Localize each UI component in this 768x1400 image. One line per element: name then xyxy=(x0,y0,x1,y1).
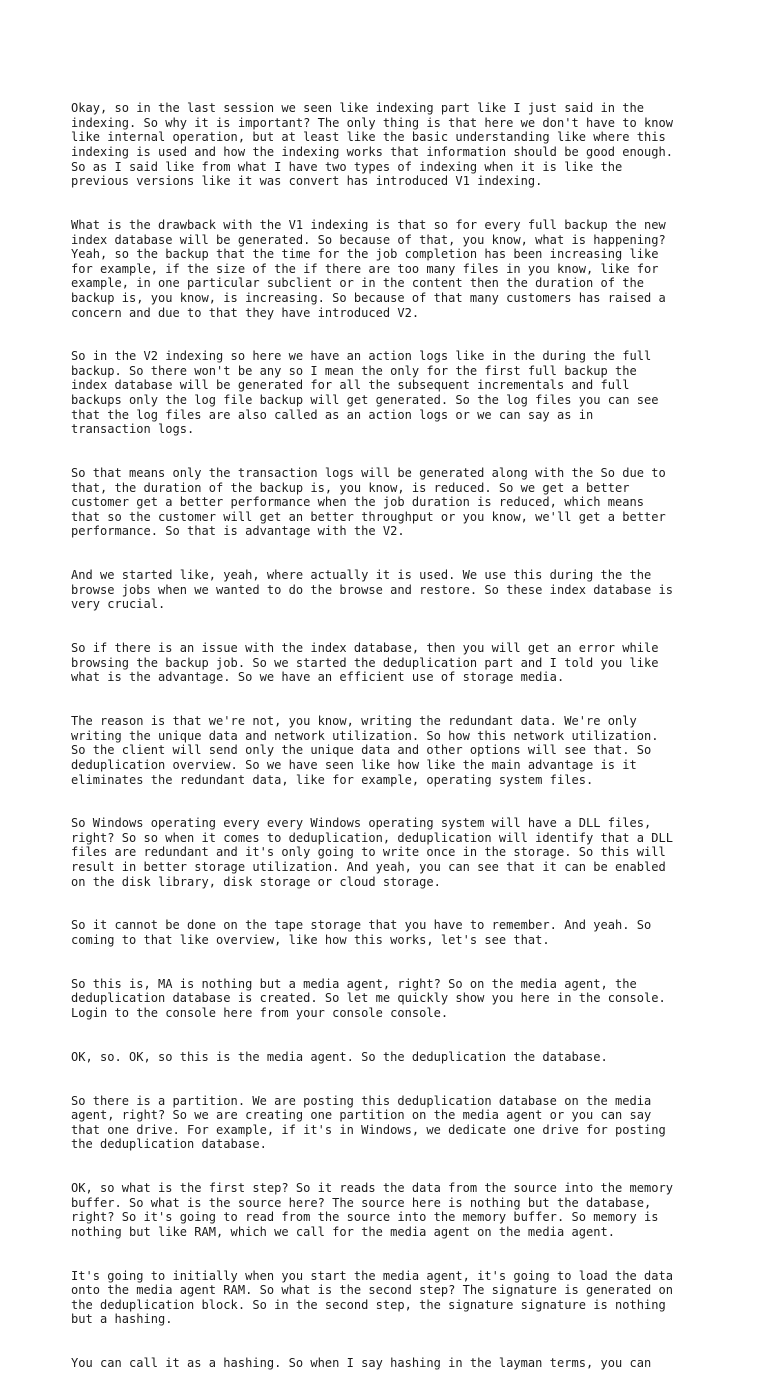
paragraph-10: So this is, MA is nothing but a media agent, right? So on the media agent, the deduplication database is created. So let me quickly show you here in the console. Login to the console here from your console console. xyxy=(71,976,666,1020)
paragraph-1: Okay, so in the last session we seen like indexing part like I just said in the indexing. So why it is important? The only thing is that here we don't have to know like internal operation, but at least like the basic understanding like where this indexing is used and how the indexing works that information should be good enough. So as I said like from what I have two types of indexing when it is like the previous versions like it was convert has introduced V1 indexing. xyxy=(71,101,673,189)
paragraph-5: And we started like, yeah, where actually it is used. We use this during the the browse jobs when we wanted to do the browse and restore. So these index database is very crucial. xyxy=(71,568,673,612)
transcript-body xyxy=(71,72,701,1400)
paragraph-8: So Windows operating every every Windows operating system will have a DLL files, right? So so when it comes to deduplication, deduplication will identify that a DLL files are redundant and it's only going to write once in the storage. So this will result in better storage utilization. And yeah, you can see that it can be enabled on the disk library, disk storage or cloud storage. xyxy=(71,816,673,889)
paragraph-6: So if there is an issue with the index database, then you will get an error while browsing the backup job. So we started the deduplication part and I told you like what is the advantage. So we have an efficient use of storage media. xyxy=(71,641,659,685)
paragraph-15: You can call it as a hashing. So when I say hashing in the layman terms, you can xyxy=(71,1356,652,1371)
paragraph-13: OK, so what is the first step? So it reads the data from the source into the memory buffer. So what is the source here? The source here is nothing but the database, right? So it's going to read from the source into the memory buffer. So memory is nothing but like RAM, which we call for the media agent on the media agent. xyxy=(71,1181,673,1239)
paragraph-4: So that means only the transaction logs will be generated along with the So due to that, the duration of the backup is, you know, is reduced. So we get a better customer get a better performance when the job duration is reduced, which means that so the customer will get an better throughput or you know, we'll get a better performance. So that is advantage with the V2. xyxy=(71,466,666,539)
paragraph-14: It's going to initially when you start the media agent, it's going to load the data onto the media agent RAM. So what is the second step? The signature is generated on the deduplication block. So in the second step, the signature signature is nothing but a hashing. xyxy=(71,1268,673,1327)
paragraph-3: So in the V2 indexing so here we have an action logs like in the during the full backup. So there won't be any so I mean the only for the first full backup the index database will be generated for all the subsequent incrementals and full backups only the log file backup will get generated. So the log files you can see that the log files are also called as an action logs or we can say as in transaction logs. xyxy=(71,349,659,437)
paragraph-12: So there is a partition. We are posting this deduplication database on the media agent, right? So we are creating one partition on the media agent or you can say that one drive. For example, if it's in Windows, we dedicate one drive for posting the deduplication database. xyxy=(71,1093,666,1152)
paragraph-9: So it cannot be done on the tape storage that you have to remember. And yeah. So coming to that like overview, like how this works, let's see that. xyxy=(71,918,652,948)
paragraph-7: The reason is that we're not, you know, writing the redundant data. We're only writing the unique data and network utilization. So how this network utilization. So the client will send only the unique data and other options will see that. So deduplication overview. So we have seen like how like the main advantage is it eliminates the redundant data, like for example, operating system files. xyxy=(71,714,659,787)
paragraph-11: OK, so. OK, so this is the media agent. So the deduplication the database. xyxy=(71,1049,608,1064)
paragraph-2: What is the drawback with the V1 indexing is that so for every full backup the new index database will be generated. So because of that, you know, what is happening? Yeah, so the backup that the time for the job completion has been increasing like for example, if the size of the if there are too many files in you know, like for example, in one particular subclient or in the content then the duration of the backup is, you know, is increasing. So because of that many customers has raised a concern and due to that they have introduced V2. xyxy=(71,217,666,320)
